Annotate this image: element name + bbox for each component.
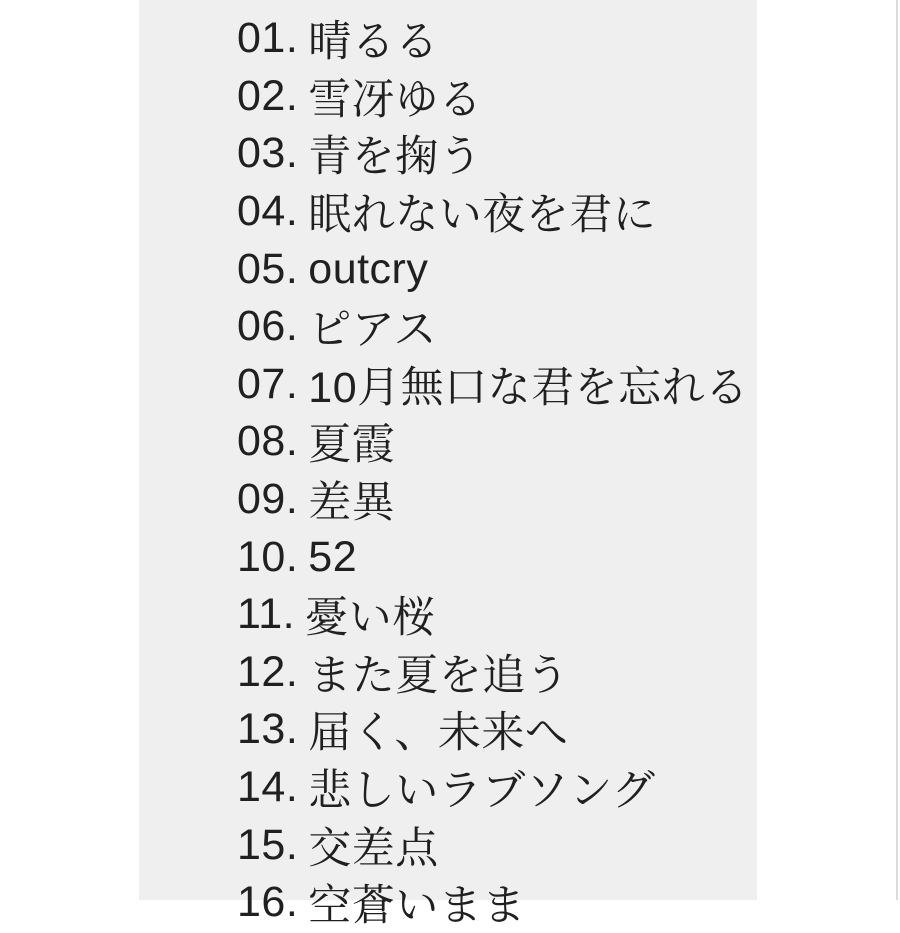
track-row <box>237 471 757 529</box>
track-number: 08. <box>237 417 299 466</box>
track-title: 10月無口な君を忘れる <box>308 363 749 412</box>
track-number: 03. <box>237 129 299 178</box>
track-row <box>237 68 757 126</box>
track-row <box>237 413 757 471</box>
track-number: 16. <box>237 878 299 927</box>
track-title: 晴るる <box>308 18 439 67</box>
track-title: 夏霞 <box>308 421 396 470</box>
track-row <box>237 298 757 356</box>
track-row <box>237 759 757 817</box>
track-row <box>237 586 757 644</box>
track-row <box>237 874 757 932</box>
track-number: 06. <box>237 302 299 351</box>
track-title: 差異 <box>308 479 396 528</box>
track-title: ピアス <box>308 306 438 355</box>
track-number: 09. <box>237 475 299 524</box>
track-row <box>237 644 757 702</box>
track-title: 届く、未来へ <box>308 709 569 758</box>
track-row <box>237 125 757 183</box>
track-title: 憂い桜 <box>305 594 436 643</box>
track-number: 10. <box>237 532 299 581</box>
track-number: 13. <box>237 705 299 754</box>
track-number: 04. <box>237 187 299 236</box>
tracklist <box>139 0 757 932</box>
track-number: 01. <box>237 14 299 63</box>
track-number: 07. <box>237 359 299 408</box>
track-number: 11. <box>237 590 296 639</box>
track-row <box>237 10 757 68</box>
track-title: 交差点 <box>308 824 439 873</box>
track-row <box>237 183 757 241</box>
tracklist-panel <box>139 0 757 931</box>
track-row <box>237 240 757 298</box>
track-row <box>237 701 757 759</box>
track-row <box>237 528 757 586</box>
track-number: 15. <box>237 820 299 869</box>
track-title: 雪冴ゆる <box>308 75 483 124</box>
track-title: また夏を追う <box>308 651 570 700</box>
track-title: outcry <box>308 244 429 293</box>
track-title: 空蒼いまま <box>308 882 526 931</box>
track-number: 02. <box>237 71 299 120</box>
track-row <box>237 816 757 874</box>
track-number: 12. <box>237 647 299 696</box>
track-title: 52 <box>308 532 358 581</box>
track-number: 14. <box>237 763 299 812</box>
right-edge-divider <box>896 0 898 900</box>
track-title: 悲しいラブソング <box>308 767 656 816</box>
track-row <box>237 356 757 414</box>
track-number: 05. <box>237 244 299 293</box>
track-title: 青を掬う <box>308 133 483 182</box>
track-title: 眠れない夜を君に <box>308 191 657 240</box>
